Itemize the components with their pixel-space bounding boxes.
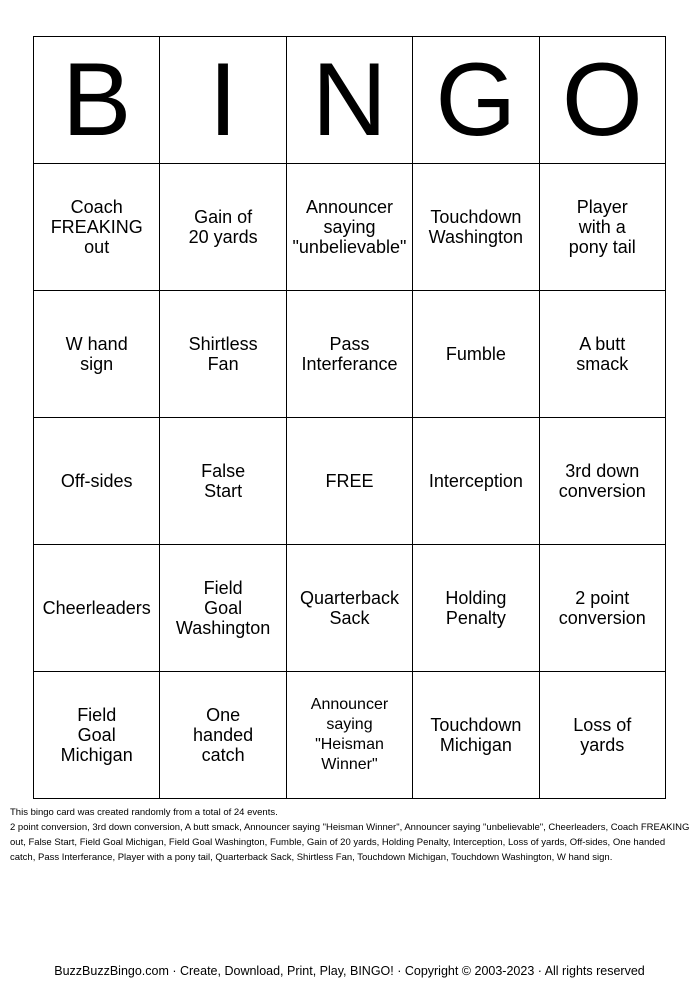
bingo-card [33,36,666,799]
bingo-cell-text: One handed catch [193,705,254,765]
bingo-cell-text: Touchdown Michigan [430,715,522,755]
bingo-cell-text: Touchdown Washington [428,207,524,247]
bingo-cell-text: Cheerleaders [42,598,151,618]
bingo-cell [413,672,539,799]
bingo-cell-text: Player with a pony tail [568,197,636,257]
bingo-cell [413,291,539,418]
bingo-cell [34,164,160,291]
bingo-cell-text: W hand sign [65,334,128,374]
site-footer: BuzzBuzzBingo.com · Create, Download, Print, Play, BINGO! · Copyright © 2003-2023 · All rights reserved [54,964,645,978]
bingo-cell-text: Announcer saying "unbelievable" [292,197,407,257]
bingo-header-letter-i: I [160,37,286,164]
card-info-event-list: 2 point conversion, 3rd down conversion, A butt smack, Announcer saying "Heisman Winner", Announcer saying "unbelievable", Cheerleaders, Coach FREAKING out, False Start, Field Goal Michigan, Field Goal Washington, Fumble, Gain of 20 yards, Holding Penalty, Interception, Loss of yards, Off-sides, One handed catch, Pass Interferance, Player with a pony tail, Quarterback Sack, Shirtless Fan, Touchdown Michigan, Touchdown Washington, W hand sign. [10,822,690,863]
bingo-row [34,164,666,291]
bingo-cell-text: Coach FREAKING out [50,197,143,257]
bingo-cell-text: Loss of yards [573,715,632,755]
bingo-cell [160,545,286,672]
bingo-header-letter-b: B [34,37,160,164]
bingo-cell-text: Shirtless Fan [188,334,258,374]
bingo-cell-text: 2 point conversion [558,588,646,628]
bingo-cell [160,418,286,545]
bingo-cell [34,418,160,545]
bingo-cell-text: Announcer saying "Heisman Winner" [310,696,389,773]
bingo-header-row [34,37,666,164]
bingo-cell-text: False Start [201,461,246,501]
bingo-cell-text: Fumble [445,344,506,364]
bingo-cell [286,545,412,672]
bingo-cell [34,291,160,418]
bingo-row [34,672,666,799]
bingo-cell [539,418,665,545]
bingo-cell [34,672,160,799]
bingo-cell [160,672,286,799]
bingo-cell [539,164,665,291]
card-info [10,805,690,865]
bingo-cell-text: Interception [428,471,523,491]
bingo-header-letter-n: N [286,37,412,164]
bingo-cell [539,545,665,672]
bingo-cell-text: A butt smack [576,334,629,374]
bingo-header-letter-g: G [413,37,539,164]
bingo-cell [413,418,539,545]
bingo-cell [286,164,412,291]
bingo-cell [413,164,539,291]
bingo-header-letter-o: O [539,37,665,164]
bingo-cell [160,291,286,418]
bingo-cell [34,545,160,672]
bingo-cell [539,291,665,418]
bingo-cell [413,545,539,672]
bingo-cell [160,164,286,291]
bingo-cell [286,672,412,799]
bingo-cell-text: Off-sides [60,471,133,491]
bingo-cell-text: Field Goal Michigan [60,705,133,765]
card-info-summary: This bingo card was created randomly from a total of 24 events. [10,807,278,818]
bingo-row [34,545,666,672]
bingo-cell-text: Quarterback Sack [299,588,399,628]
bingo-cell-text: 3rd down conversion [558,461,646,501]
bingo-cell-text: Holding Penalty [445,588,507,628]
bingo-row [34,418,666,545]
bingo-cell-text: Field Goal Washington [175,578,271,638]
bingo-row [34,291,666,418]
bingo-cell [539,672,665,799]
bingo-cell-text: Pass Interferance [301,334,398,374]
bingo-free-space-text: FREE [325,471,374,491]
bingo-cell-text: Gain of 20 yards [188,207,258,247]
bingo-cell [286,291,412,418]
bingo-free-cell [286,418,412,545]
